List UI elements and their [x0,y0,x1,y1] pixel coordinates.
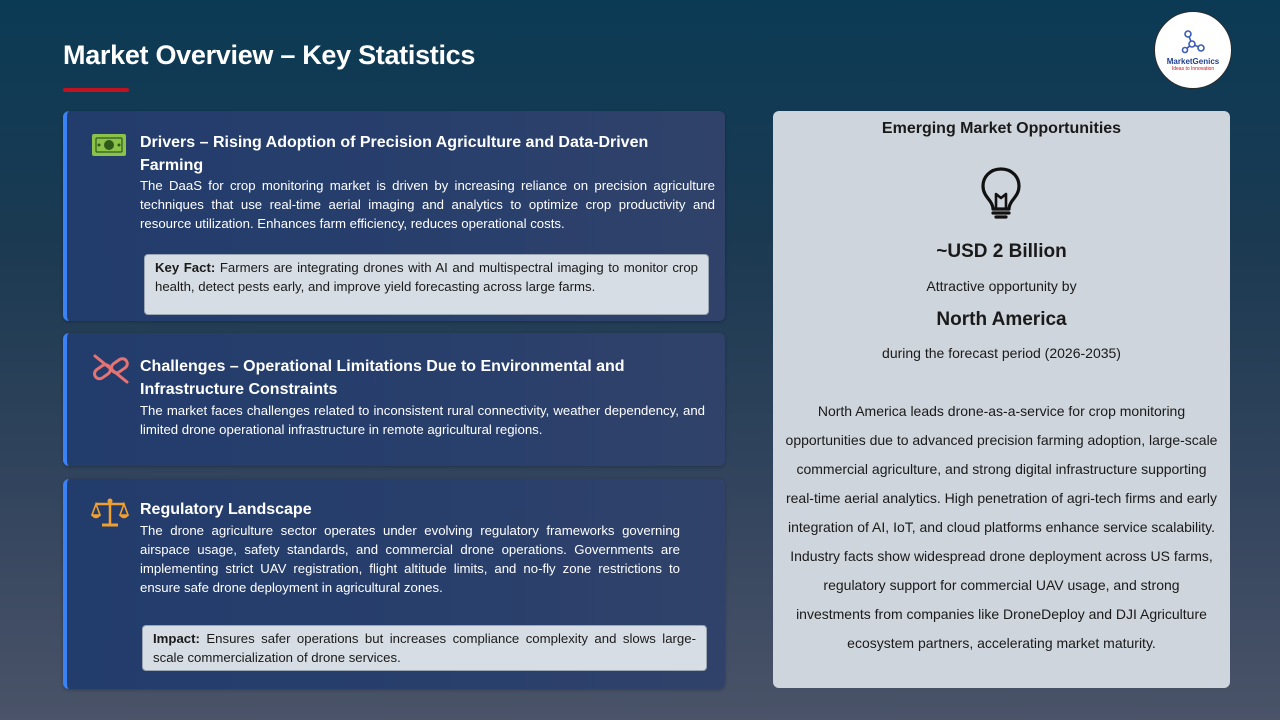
challenges-body: The market faces challenges related to inconsistent rural connectivity, weather dependency, and limited drone operational infrastructure in remote agricultural regions. [140,403,705,437]
page-title: Market Overview – Key Statistics [63,40,476,70]
drivers-card [63,111,725,321]
drivers-heading-line2: Farming [140,157,204,174]
broken-link-icon [91,353,131,385]
network-icon [1180,29,1206,55]
challenges-heading [140,355,720,401]
impact-box [142,625,707,671]
logo-name: MarketGenics [1166,56,1220,66]
money-icon [91,131,127,159]
opportunity-title: Emerging Market Opportunities [881,120,1122,137]
opportunity-description: North America leads drone-as-a-service for crop monitoring opportunities due to advanced precision farming adoption, large-scale commercial agriculture, and strong digital infrastructure supporting real-time aerial analytics. High penetration of agri-tech firms and early integration of AI, IoT, and cloud platforms enhance service scalability. Industry facts show widespread drone deployment across US farms, regulatory support for commercial UAV usage, and strong investments from companies like DroneDeploy and DJI Agriculture ecosystem partners, accelerating market maturity. [785,403,1218,651]
challenges-card [63,333,725,466]
logo-tagline: Ideas to Innovation [1171,65,1215,72]
scales-icon [91,497,129,529]
drivers-heading [140,131,720,177]
regulatory-card [63,479,725,689]
lightbulb-icon [979,166,1023,220]
title-underline [63,88,129,92]
opportunity-panel [773,111,1230,688]
opportunity-value: ~USD 2 Billion [936,241,1067,262]
key-fact-text: Farmers are integrating drones with AI and multispectral imaging to monitor crop health, detect pests early, and improve yield forecasting across large farms. [155,260,698,294]
drivers-body: The DaaS for crop monitoring market is driven by increasing reliance on precision agriculture techniques that use real-time aerial imaging and analytics to optimize crop productivity and resource utilization. Enhances farm efficiency, reduces operational costs. [140,178,715,231]
company-logo [1154,11,1232,89]
impact-label: Impact: [153,631,200,646]
drivers-heading-line1: Drivers – Rising Adoption of Precision Agriculture and Data-Driven [140,134,649,151]
challenges-heading-line1: Challenges – Operational Limitations Due to Environmental and [140,358,625,375]
opportunity-region: North America [936,309,1067,330]
challenges-heading-line2: Infrastructure Constraints [140,381,338,398]
key-fact-label: Key Fact: [155,260,216,275]
opportunity-subtitle: Attractive opportunity by [926,278,1077,294]
forecast-period: during the forecast period (2026-2035) [882,345,1121,361]
regulatory-heading: Regulatory Landscape [140,501,312,518]
impact-text: Ensures safer operations but increases compliance complexity and slows large-scale commercialization of drone services. [153,631,696,665]
regulatory-body: The drone agriculture sector operates under evolving regulatory frameworks governing airspace usage, safety standards, and commercial drone operations. Governments are implementing strict UAV registration, flight altitude limits, and no-fly zone restrictions to ensure safe drone deployment in agricultural zones. [140,523,680,595]
key-fact-box [144,254,709,315]
